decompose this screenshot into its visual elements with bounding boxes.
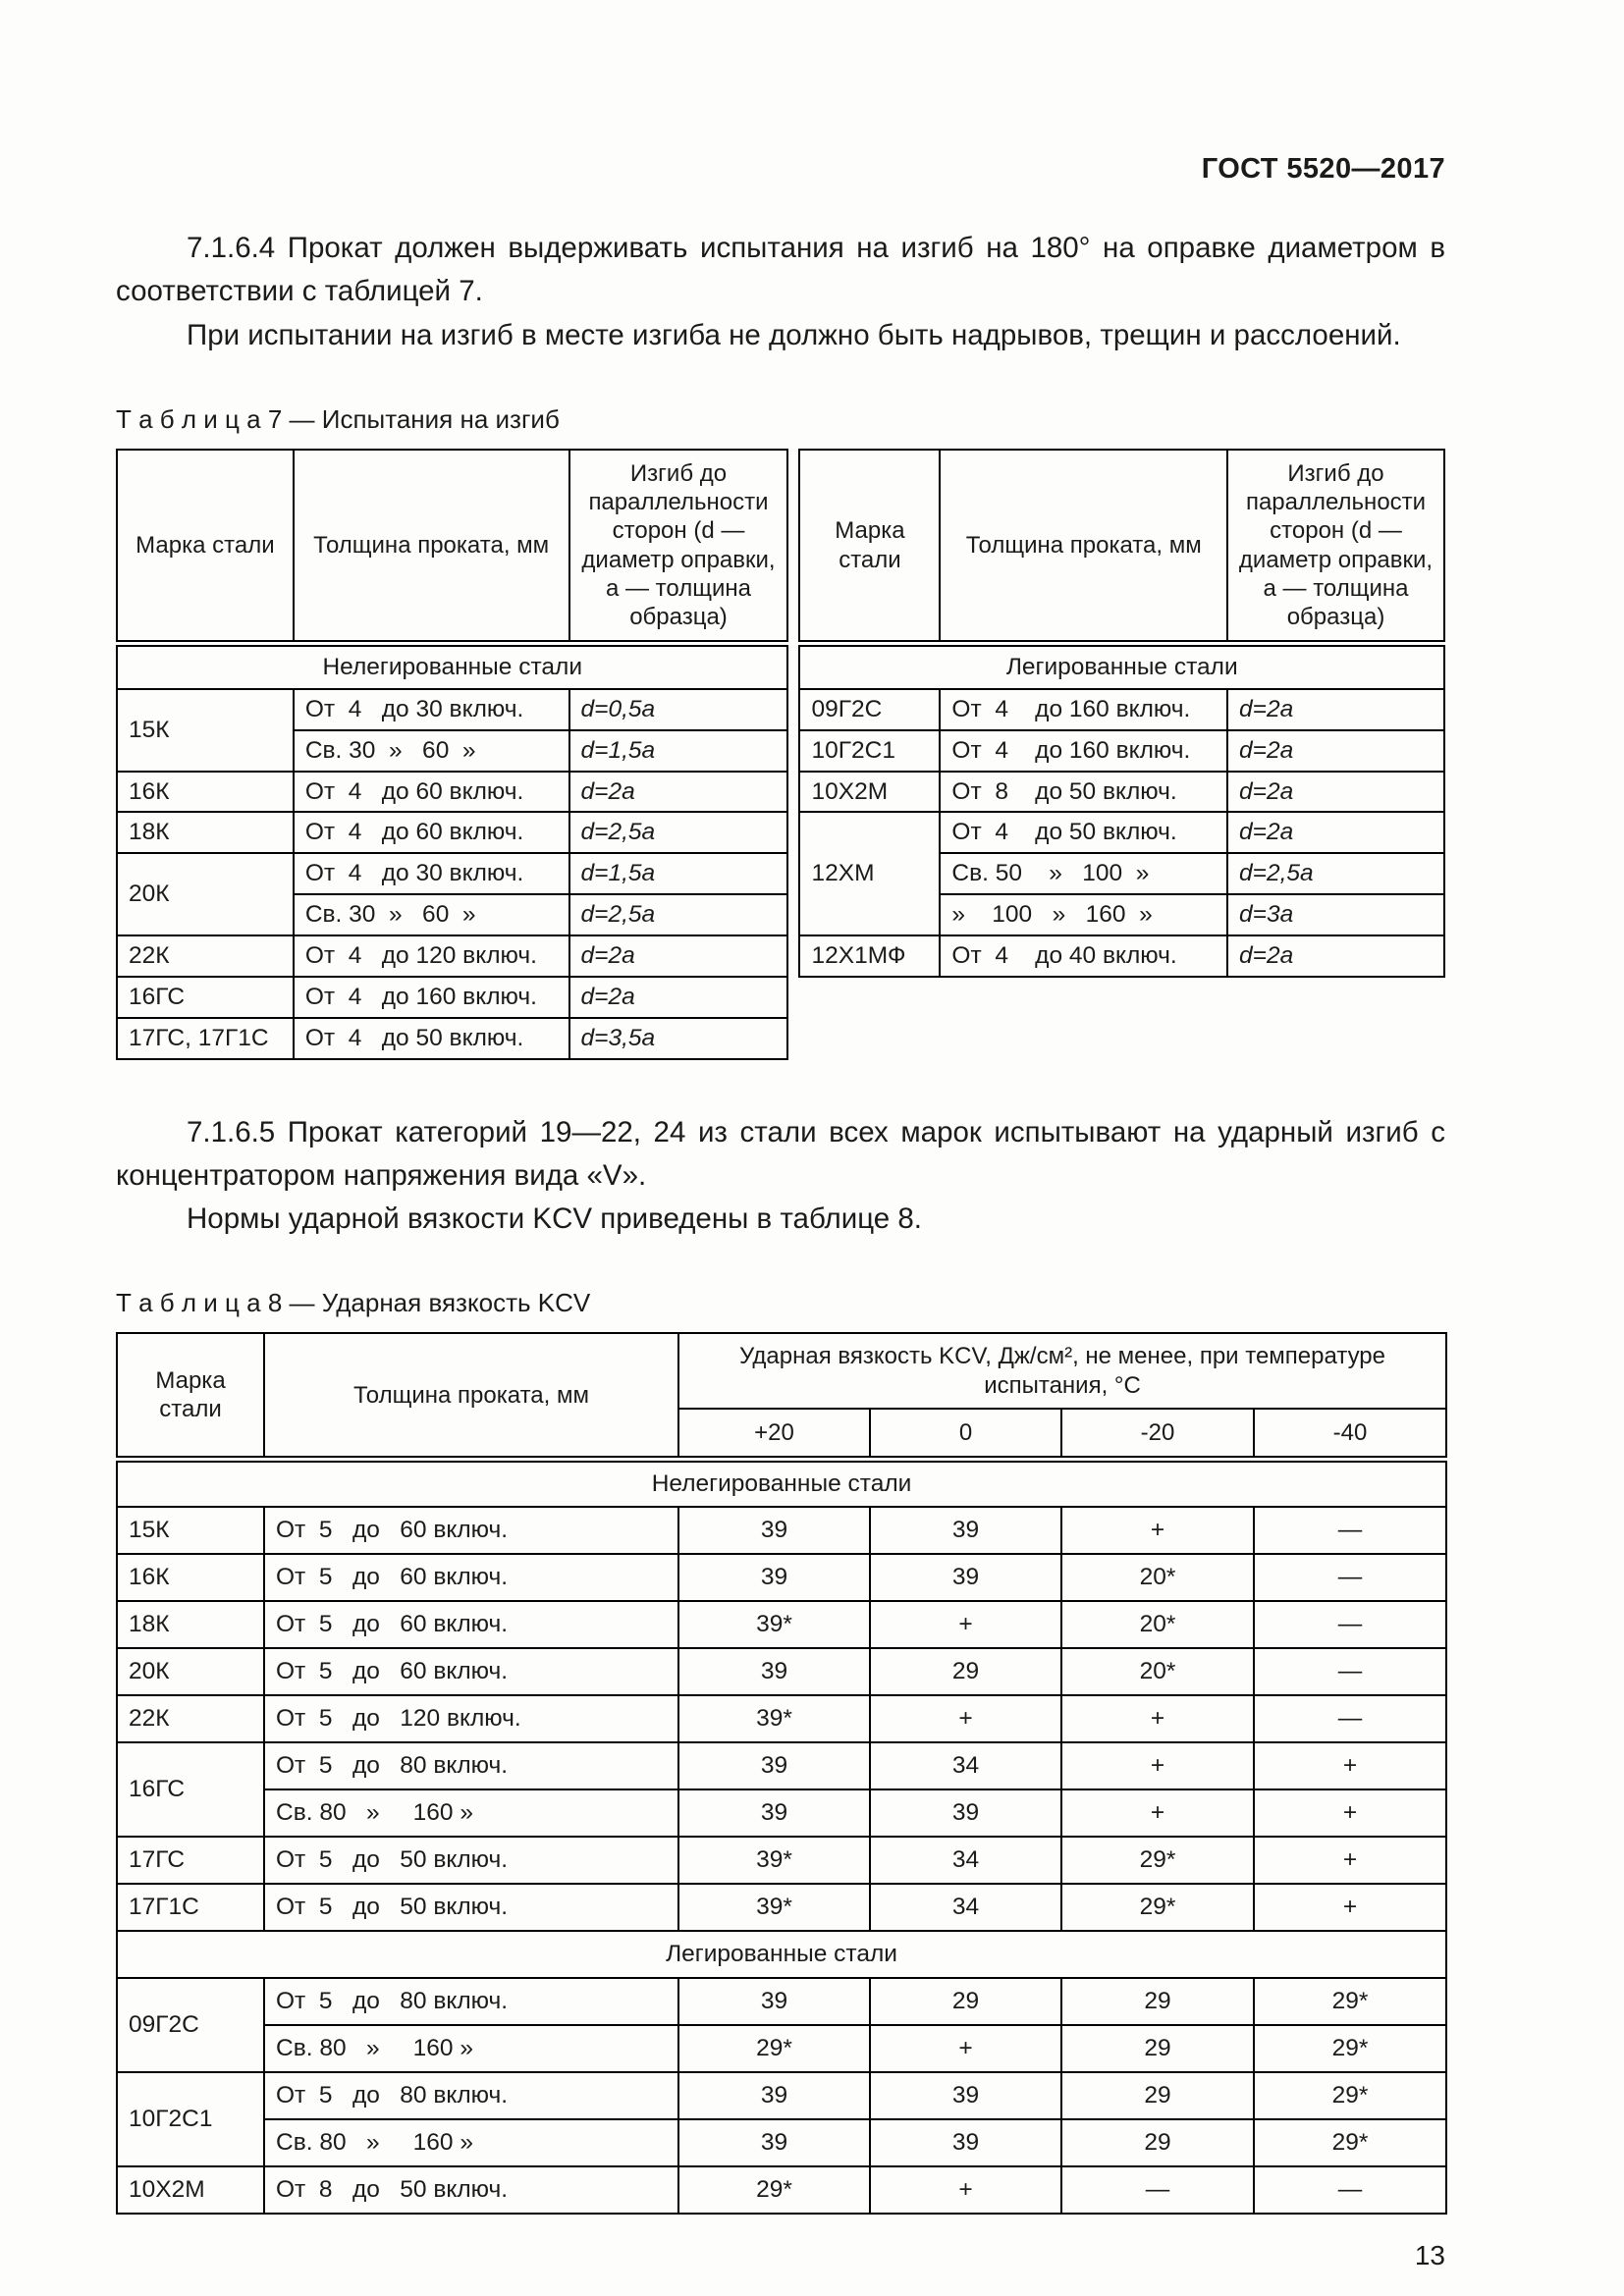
cell-mark: 20К [117, 1648, 264, 1695]
table-row [117, 2119, 1446, 2166]
group-title: Легированные стали [799, 644, 1444, 689]
cell-value: 29* [678, 2025, 870, 2072]
cell-mark: 17ГС, 17Г1С [117, 1018, 294, 1059]
column-header-thickness: Толщина проката, мм [264, 1333, 678, 1459]
cell-value: + [870, 2166, 1061, 2214]
column-header-temp-0: 0 [870, 1409, 1061, 1460]
table-row [117, 1554, 1446, 1601]
cell-thickness: Св. 30 » 60 » [294, 894, 569, 935]
table-row [117, 977, 787, 1018]
cell-value: + [1254, 1789, 1446, 1837]
cell-mark: 18К [117, 812, 294, 853]
column-header-thickness: Толщина проката, мм [940, 450, 1227, 644]
cell-value: — [1254, 1507, 1446, 1554]
cell-thickness: Св. 80 » 160 » [264, 2119, 678, 2166]
column-header-bend: Изгиб до параллельности сторон (d — диаметр оправки, а — толщина образца) [1227, 450, 1444, 644]
cell-bend: d=2а [1227, 730, 1444, 772]
group-title: Легированные стали [117, 1931, 1446, 1978]
table-row [117, 1695, 1446, 1742]
cell-value: + [870, 2025, 1061, 2072]
cell-value: 29 [1061, 2072, 1254, 2119]
table8-caption: Т а б л и ц а 8 — Ударная вязкость KCV [116, 1288, 591, 1318]
cell-thickness: От 5 до 60 включ. [264, 1554, 678, 1601]
cell-value: 20* [1061, 1554, 1254, 1601]
table-row [117, 935, 787, 977]
cell-thickness: » 100 » 160 » [940, 894, 1227, 935]
cell-value: 39 [678, 1789, 870, 1837]
cell-bend: d=3,5а [569, 1018, 788, 1059]
cell-mark: 09Г2С [117, 1978, 264, 2072]
cell-mark: 16К [117, 772, 294, 813]
cell-value: 39 [678, 1742, 870, 1789]
cell-value: 29 [1061, 1978, 1254, 2025]
table8 [116, 1332, 1447, 2214]
group-header-alloyed [117, 1931, 1446, 1978]
cell-mark: 12ХМ [799, 812, 940, 935]
cell-value: 39* [678, 1695, 870, 1742]
cell-thickness: От 5 до 60 включ. [264, 1601, 678, 1648]
table-row [117, 1789, 1446, 1837]
paragraph-7-1-6-4: 7.1.6.4 Прокат должен выдерживать испытания на изгиб на 180° на оправке диаметром в соответствии с таблицей 7. [116, 232, 1445, 308]
cell-value: 29* [1061, 1837, 1254, 1884]
cell-mark: 20К [117, 853, 294, 935]
cell-value: + [1254, 1837, 1446, 1884]
column-header-mark: Марка стали [117, 1333, 264, 1459]
cell-mark: 10Х2М [799, 772, 940, 813]
table-row [117, 2166, 1446, 2214]
cell-thickness: От 5 до 80 включ. [264, 2072, 678, 2119]
table-row [117, 1648, 1446, 1695]
cell-bend: d=2а [1227, 689, 1444, 730]
column-header-temp-minus40: -40 [1254, 1409, 1446, 1460]
table-row [117, 1601, 1446, 1648]
cell-value: 39 [678, 1507, 870, 1554]
cell-thickness: От 8 до 50 включ. [264, 2166, 678, 2214]
cell-thickness: От 8 до 50 включ. [940, 772, 1227, 813]
column-header-bend: Изгиб до параллельности сторон (d — диаметр оправки, а — толщина образца) [569, 450, 788, 644]
cell-thickness: От 5 до 50 включ. [264, 1884, 678, 1931]
cell-value: 39 [678, 2119, 870, 2166]
cell-mark: 16ГС [117, 1742, 264, 1837]
cell-value: 39 [870, 1554, 1061, 1601]
cell-thickness: От 5 до 80 включ. [264, 1978, 678, 2025]
paragraph-7-1-6-4-note: При испытании на изгиб в месте изгиба не должно быть надрывов, трещин и расслоений. [187, 318, 1401, 351]
cell-value: + [1254, 1884, 1446, 1931]
table-row [799, 935, 1444, 977]
cell-value: 29* [1254, 2025, 1446, 2072]
cell-value: 39 [870, 1789, 1061, 1837]
cell-bend: d=2а [569, 977, 788, 1018]
table-row [117, 1507, 1446, 1554]
cell-thickness: От 4 до 30 включ. [294, 689, 569, 730]
cell-thickness: Св. 50 » 100 » [940, 853, 1227, 894]
table-row [117, 1837, 1446, 1884]
cell-bend: d=2,5а [569, 894, 788, 935]
cell-value: 39* [678, 1884, 870, 1931]
cell-value: 39 [870, 1507, 1061, 1554]
cell-value: + [1061, 1789, 1254, 1837]
cell-mark: 16К [117, 1554, 264, 1601]
cell-value: + [1061, 1742, 1254, 1789]
cell-mark: 15К [117, 1507, 264, 1554]
table-row [799, 812, 1444, 853]
column-header-temp-minus20: -20 [1061, 1409, 1254, 1460]
cell-value: 29* [1254, 2119, 1446, 2166]
cell-bend: d=2а [1227, 772, 1444, 813]
paragraph-7-1-6-5: 7.1.6.5 Прокат категорий 19—22, 24 из стали всех марок испытывают на ударный изгиб с концентратором напряжения вида «V». [116, 1115, 1445, 1192]
cell-value: 29* [1254, 2072, 1446, 2119]
group-header-unalloyed [117, 644, 787, 689]
table-row [117, 2072, 1446, 2119]
cell-mark: 10Х2М [117, 2166, 264, 2214]
cell-thickness: От 4 до 60 включ. [294, 772, 569, 813]
cell-value: 39* [678, 1601, 870, 1648]
cell-thickness: Св. 80 » 160 » [264, 1789, 678, 1837]
cell-value: 29* [678, 2166, 870, 2214]
column-header-kcv: Ударная вязкость KCV, Дж/см², не менее, при температуре испытания, °С [678, 1333, 1446, 1409]
cell-bend: d=2,5а [569, 812, 788, 853]
cell-thickness: От 4 до 50 включ. [940, 812, 1227, 853]
cell-value: 39 [678, 1554, 870, 1601]
cell-value: — [1254, 1601, 1446, 1648]
table-row [117, 2025, 1446, 2072]
cell-mark: 17Г1С [117, 1884, 264, 1931]
table-row [799, 730, 1444, 772]
cell-value: 34 [870, 1837, 1061, 1884]
cell-value: + [870, 1601, 1061, 1648]
cell-mark: 22К [117, 935, 294, 977]
group-header-unalloyed [117, 1460, 1446, 1507]
group-header-alloyed [799, 644, 1444, 689]
table7-right [798, 449, 1445, 978]
doc-header-number: ГОСТ 5520—2017 [1201, 153, 1445, 185]
cell-value: 34 [870, 1884, 1061, 1931]
cell-thickness: От 4 до 160 включ. [940, 689, 1227, 730]
table-row [117, 1018, 787, 1059]
cell-thickness: От 5 до 120 включ. [264, 1695, 678, 1742]
cell-value: 39 [678, 1978, 870, 2025]
cell-thickness: От 5 до 50 включ. [264, 1837, 678, 1884]
table-header-row [117, 450, 787, 644]
cell-thickness: От 4 до 60 включ. [294, 812, 569, 853]
table-row [117, 1978, 1446, 2025]
cell-value: + [870, 1695, 1061, 1742]
cell-mark: 16ГС [117, 977, 294, 1018]
cell-bend: d=1,5а [569, 853, 788, 894]
cell-value: 20* [1061, 1648, 1254, 1695]
cell-thickness: От 4 до 120 включ. [294, 935, 569, 977]
table-header-row [799, 450, 1444, 644]
column-header-temp-plus20: +20 [678, 1409, 870, 1460]
cell-bend: d=1,5а [569, 730, 788, 772]
cell-mark: 10Г2С1 [117, 2072, 264, 2166]
cell-value: 39 [870, 2119, 1061, 2166]
table-row [117, 853, 787, 894]
cell-bend: d=2а [1227, 812, 1444, 853]
cell-thickness: От 4 до 40 включ. [940, 935, 1227, 977]
cell-value: 29 [1061, 2119, 1254, 2166]
table-row [117, 1742, 1446, 1789]
cell-value: 39 [678, 2072, 870, 2119]
cell-value: 39 [678, 1648, 870, 1695]
group-title: Нелегированные стали [117, 644, 787, 689]
cell-bend: d=2а [1227, 935, 1444, 977]
cell-mark: 10Г2С1 [799, 730, 940, 772]
cell-value: 34 [870, 1742, 1061, 1789]
cell-value: 39 [870, 2072, 1061, 2119]
cell-value: 29 [870, 1978, 1061, 2025]
cell-bend: d=2а [569, 935, 788, 977]
cell-value: + [1254, 1742, 1446, 1789]
cell-mark: 17ГС [117, 1837, 264, 1884]
page-number: 13 [1414, 2239, 1445, 2270]
cell-thickness: От 4 до 160 включ. [294, 977, 569, 1018]
cell-mark: 12Х1МФ [799, 935, 940, 977]
column-header-thickness: Толщина проката, мм [294, 450, 569, 644]
table7 [116, 449, 1445, 1060]
column-header-mark: Марка стали [117, 450, 294, 644]
table-header-row [117, 1333, 1446, 1409]
cell-mark: 18К [117, 1601, 264, 1648]
table-row [117, 812, 787, 853]
cell-value: 29 [870, 1648, 1061, 1695]
cell-bend: d=2,5а [1227, 853, 1444, 894]
cell-value: — [1254, 2166, 1446, 2214]
cell-value: — [1254, 1695, 1446, 1742]
cell-mark: 22К [117, 1695, 264, 1742]
cell-thickness: От 4 до 30 включ. [294, 853, 569, 894]
cell-value: 39* [678, 1837, 870, 1884]
cell-bend: d=0,5а [569, 689, 788, 730]
cell-thickness: От 4 до 160 включ. [940, 730, 1227, 772]
cell-value: — [1254, 1554, 1446, 1601]
cell-value: — [1254, 1648, 1446, 1695]
cell-bend: d=3а [1227, 894, 1444, 935]
table7-left [116, 449, 788, 1060]
cell-value: 29* [1061, 1884, 1254, 1931]
table-row [799, 772, 1444, 813]
table-row [117, 772, 787, 813]
cell-bend: d=2а [569, 772, 788, 813]
cell-thickness: Св. 80 » 160 » [264, 2025, 678, 2072]
group-title: Нелегированные стали [117, 1460, 1446, 1507]
cell-value: + [1061, 1507, 1254, 1554]
table-row [117, 1884, 1446, 1931]
cell-value: — [1061, 2166, 1254, 2214]
cell-thickness: От 5 до 80 включ. [264, 1742, 678, 1789]
cell-value: + [1061, 1695, 1254, 1742]
cell-thickness: От 5 до 60 включ. [264, 1507, 678, 1554]
cell-thickness: От 4 до 50 включ. [294, 1018, 569, 1059]
table-row [799, 689, 1444, 730]
table7-caption: Т а б л и ц а 7 — Испытания на изгиб [116, 403, 560, 434]
cell-value: 29 [1061, 2025, 1254, 2072]
cell-value: 29* [1254, 1978, 1446, 2025]
column-header-mark: Марка стали [799, 450, 940, 644]
table-row [117, 689, 787, 730]
cell-mark: 09Г2С [799, 689, 940, 730]
cell-mark: 15К [117, 689, 294, 772]
cell-thickness: От 5 до 60 включ. [264, 1648, 678, 1695]
cell-value: 20* [1061, 1601, 1254, 1648]
cell-thickness: Св. 30 » 60 » [294, 730, 569, 772]
paragraph-7-1-6-5-note: Нормы ударной вязкости KCV приведены в таблице 8. [187, 1202, 922, 1236]
